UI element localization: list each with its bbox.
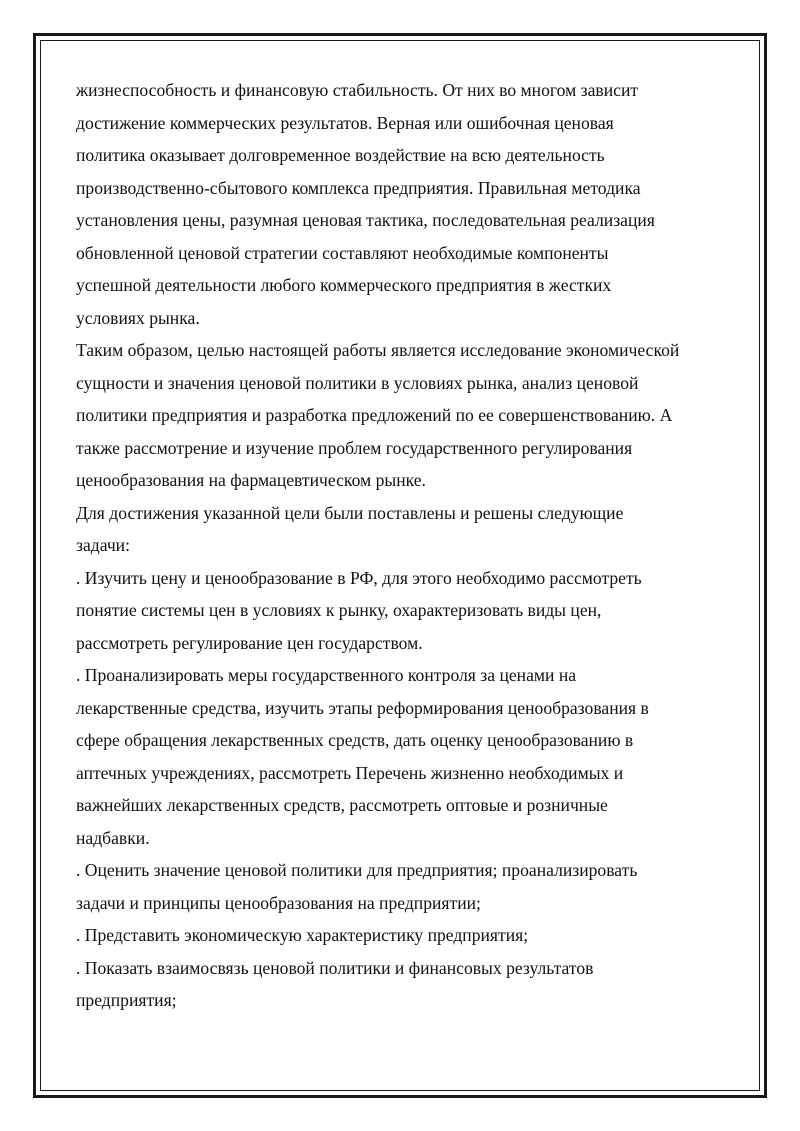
text-line: достижение коммерческих результатов. Верная или ошибочная ценовая (76, 112, 614, 133)
text-line: Таким образом, целью настоящей работы является исследование экономической (76, 340, 680, 360)
text-line: политика оказывает долговременное воздействие на всю деятельность (76, 145, 605, 165)
text-line: жизнеспособность и финансовую стабильность. От них во многом зависит (76, 80, 639, 100)
list-item: . Изучить цену и ценообразование в РФ, для этого необходимо рассмотреть (76, 567, 642, 588)
text-line: успешной деятельности любого коммерческого предприятия в жестких (76, 275, 612, 295)
text-line: сфере обращения лекарственных средств, дать оценку ценообразованию в (76, 730, 634, 750)
text-line: также рассмотрение и изучение проблем государственного регулирования (76, 437, 633, 458)
list-item: . Представить экономическую характеристику предприятия; (76, 925, 529, 945)
list-item: . Показать взаимосвязь ценовой политики и финансовых результатов (76, 957, 594, 978)
text-line: условиях рынка. (76, 307, 200, 328)
text-line: политики предприятия и разработка предложений по ее совершенствованию. А (76, 405, 673, 425)
list-item: . Оценить значение ценовой политики для предприятия; проанализировать (76, 860, 638, 880)
text-line: надбавки. (76, 827, 150, 848)
list-item: . Проанализировать меры государственного контроля за ценами на (76, 665, 577, 685)
text-line: установления цены, разумная ценовая тактика, последовательная реализация (76, 210, 655, 230)
text-line: задачи и принципы ценообразования на предприятии; (76, 892, 481, 913)
text-line: ценообразования на фармацевтическом рынке. (76, 470, 426, 490)
text-line: важнейших лекарственных средств, рассмотреть оптовые и розничные (76, 795, 608, 815)
text-line: лекарственные средства, изучить этапы реформирования ценообразования в (76, 697, 649, 718)
document-body (76, 74, 736, 1017)
text-line: производственно-сбытового комплекса предприятия. Правильная методика (76, 177, 641, 198)
text-line: рассмотреть регулирование цен государством. (76, 632, 423, 653)
text-line: задачи: (76, 535, 130, 555)
text-line: обновленной ценовой стратегии составляют необходимые компоненты (76, 242, 609, 263)
text-line: предприятия; (76, 990, 177, 1010)
text-line: сущности и значения ценовой политики в условиях рынка, анализ ценовой (76, 372, 639, 393)
text-line: Для достижения указанной цели были поставлены и решены следующие (76, 502, 624, 523)
text-line: понятие системы цен в условиях к рынку, охарактеризовать виды цен, (76, 600, 602, 620)
text-line: аптечных учреждениях, рассмотреть Перечень жизненно необходимых и (76, 762, 624, 783)
